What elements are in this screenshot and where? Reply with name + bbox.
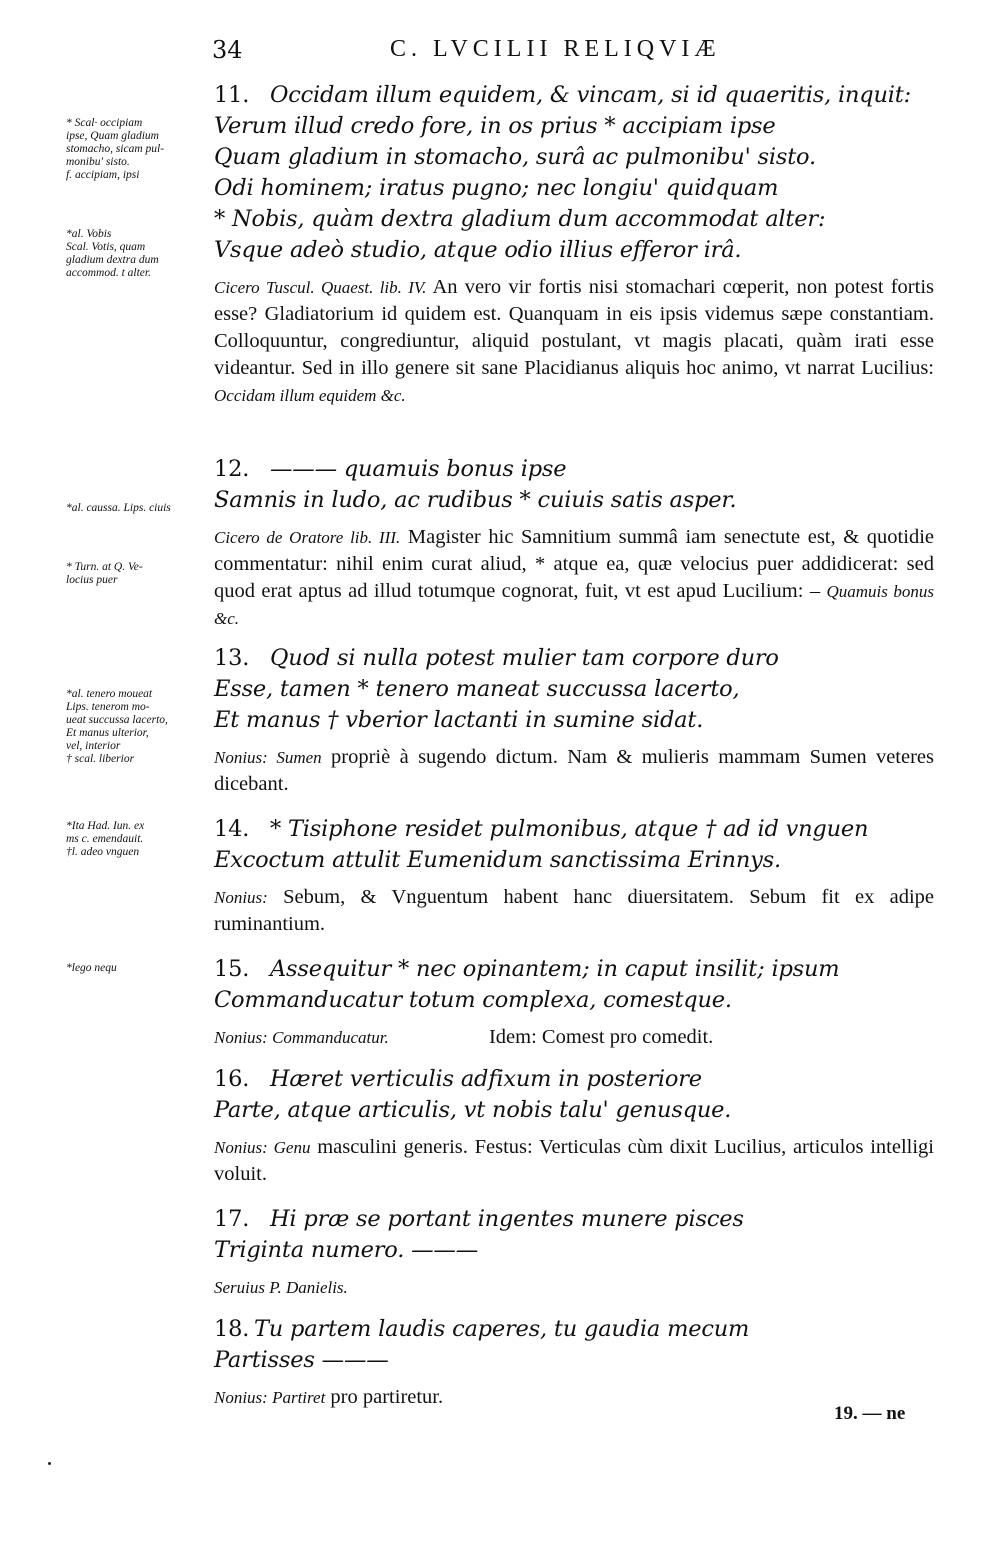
margin-note: *al. Vobis Scal. Votis, quam gladium dextra dum accommod. t alter.	[66, 228, 159, 279]
verse-line: 14. * Tisiphone residet pulmonibus, atque † ad id vnguen	[214, 814, 934, 845]
verse-line: Partisses ———	[214, 1347, 389, 1373]
verse-line: 13. Quod si nulla potest mulier tam corpore duro	[214, 643, 934, 674]
fragment	[214, 643, 934, 798]
margin-note: *lego nequ	[66, 962, 117, 974]
fragment-number: 14.	[214, 816, 250, 842]
commentary: Nonius: Sumen propriè à sugendo dictum. Nam & mulieris mammam Sumen veteres dicebant.	[214, 746, 934, 795]
page-number: 34	[212, 36, 243, 64]
running-head	[0, 36, 1000, 76]
source-citation: Nonius: Sumen	[214, 748, 322, 767]
fragment	[214, 454, 934, 632]
verse-line: Vsque adeò studio, atque odio illius efferor irâ.	[214, 237, 742, 263]
fragment	[214, 1204, 934, 1301]
margin-note: *al. caussa. Lips. ciuis	[66, 502, 171, 514]
margin-note: *al. tenero moueat Lips. tenerom mo- ueat succussa lacerto, Et manus ulterior, vel, interior † scal. liberior	[66, 688, 168, 765]
fragment-number: 17.	[214, 1206, 250, 1232]
running-title: C. LVCILII RELIQVIÆ	[390, 36, 721, 62]
verse-line: Et manus † vberior lactanti in sumine sidat.	[214, 707, 704, 733]
margin-note: * Turn. at Q. Ve- locius puer	[66, 561, 143, 586]
verse-line: Odi hominem; iratus pugno; nec longiu' quidquam	[214, 175, 779, 201]
commentary: Cicero Tuscul. Quaest. lib. IV. An vero vir fortis nisi stomachari cœperit, non potest fortis esse? Gladiatorium id quidem est. Quanquam in eis ipsis videmus sæpe constantiam. Colloquuntur, congrediuntur, aliquid postulant, vt magis placati, quàm irati esse videantur. Sed in illo genere sit sane Placidianus aliquis hoc animo, vt narrat Lucilius: Occidam illum equidem &c.	[214, 276, 935, 405]
fragment-number: 15.	[214, 956, 250, 982]
verse-line: Quam gladium in stomacho, surâ ac pulmonibu' sisto.	[214, 144, 816, 170]
verse-line: Verum illud credo fore, in os prius * accipiam ipse	[214, 113, 776, 139]
source-citation: Seruius P. Danielis.	[214, 1278, 348, 1297]
margin-note: *Ita Had. Iun. ex ms c. emendauit. †l. adeo vnguen	[66, 820, 145, 858]
verse-line: Commanducatur totum complexa, comestque.	[214, 987, 732, 1013]
verse-line: * Nobis, quàm dextra gladium dum accommodat alter:	[214, 206, 826, 232]
source-citation: Cicero de Oratore lib. III.	[214, 528, 401, 547]
fragment	[214, 1064, 934, 1188]
commentary	[214, 1274, 934, 1301]
commentary: Nonius: Commanducatur. Idem: Comest pro comedit.	[214, 1026, 714, 1048]
fragment-number: 18.	[214, 1316, 250, 1342]
verse-line: 15. Assequitur * nec opinantem; in caput insilit; ipsum	[214, 954, 934, 985]
verse-line: 16. Hæret verticulis adfixum in posteriore	[214, 1064, 934, 1095]
fragment	[214, 1314, 934, 1411]
source-citation: Nonius: Commanducatur.	[214, 1028, 389, 1047]
source-citation: Cicero Tuscul. Quaest. lib. IV.	[214, 278, 427, 297]
verse-line: Triginta numero. ———	[214, 1237, 479, 1263]
fragment	[214, 814, 934, 938]
verse-line: 11. Occidam illum equidem, & vincam, si id quaeritis, inquit:	[214, 80, 934, 111]
fragment	[214, 954, 934, 1051]
fragment-number: 13.	[214, 645, 250, 671]
fragment	[214, 80, 934, 409]
source-citation: Nonius: Partiret	[214, 1388, 326, 1407]
verse-line: Excoctum attulit Eumenidum sanctissima Erinnys.	[214, 847, 781, 873]
verse-line: 17. Hi præ se portant ingentes munere pisces	[214, 1204, 934, 1235]
verse-line: Parte, atque articulis, vt nobis talu' genusque.	[214, 1097, 732, 1123]
verse-line: Samnis in ludo, ac rudibus * cuiuis satis asper.	[214, 487, 737, 513]
verse-line: Esse, tamen * tenero maneat succussa lacerto,	[214, 676, 740, 702]
catchword: 19. — ne	[834, 1403, 906, 1424]
verse-line: 12. ——— quamuis bonus ipse	[214, 454, 934, 485]
source-citation: Nonius: Genu	[214, 1138, 311, 1157]
source-citation: Nonius:	[214, 888, 268, 907]
commentary: Cicero de Oratore lib. III. Magister hic Samnitium summâ iam senectute est, & quotidie commentatur: nihil enim curat aliud, * atque ea, quæ velocius puer addidicerat: sed quod erat aptus ad illud totumque cognorat, fuit, vt est apud Lucilium: – Quamuis bonus &c.	[214, 526, 935, 628]
commentary: Nonius: Partiret pro partiretur.	[214, 1386, 444, 1408]
margin-note: * Scal· occipiam ipse, Quam gladium stomacho, sicam pul- monibu' sisto. f. accipiam, ipsi	[66, 117, 165, 181]
verse-line: 18. Tu partem laudis caperes, tu gaudia mecum	[214, 1314, 934, 1345]
commentary: Nonius: Genu masculini generis. Festus: Verticulas cùm dixit Lucilius, articulos intelligi voluit.	[214, 1136, 935, 1185]
fragment-number: 12.	[214, 456, 250, 482]
fragment-number: 16.	[214, 1066, 250, 1092]
commentary: Nonius: Sebum, & Vnguentum habent hanc diuersitatem. Sebum fit ex adipe ruminantium.	[214, 886, 935, 935]
page-speck	[48, 1462, 51, 1465]
fragment-number: 11.	[214, 82, 250, 108]
